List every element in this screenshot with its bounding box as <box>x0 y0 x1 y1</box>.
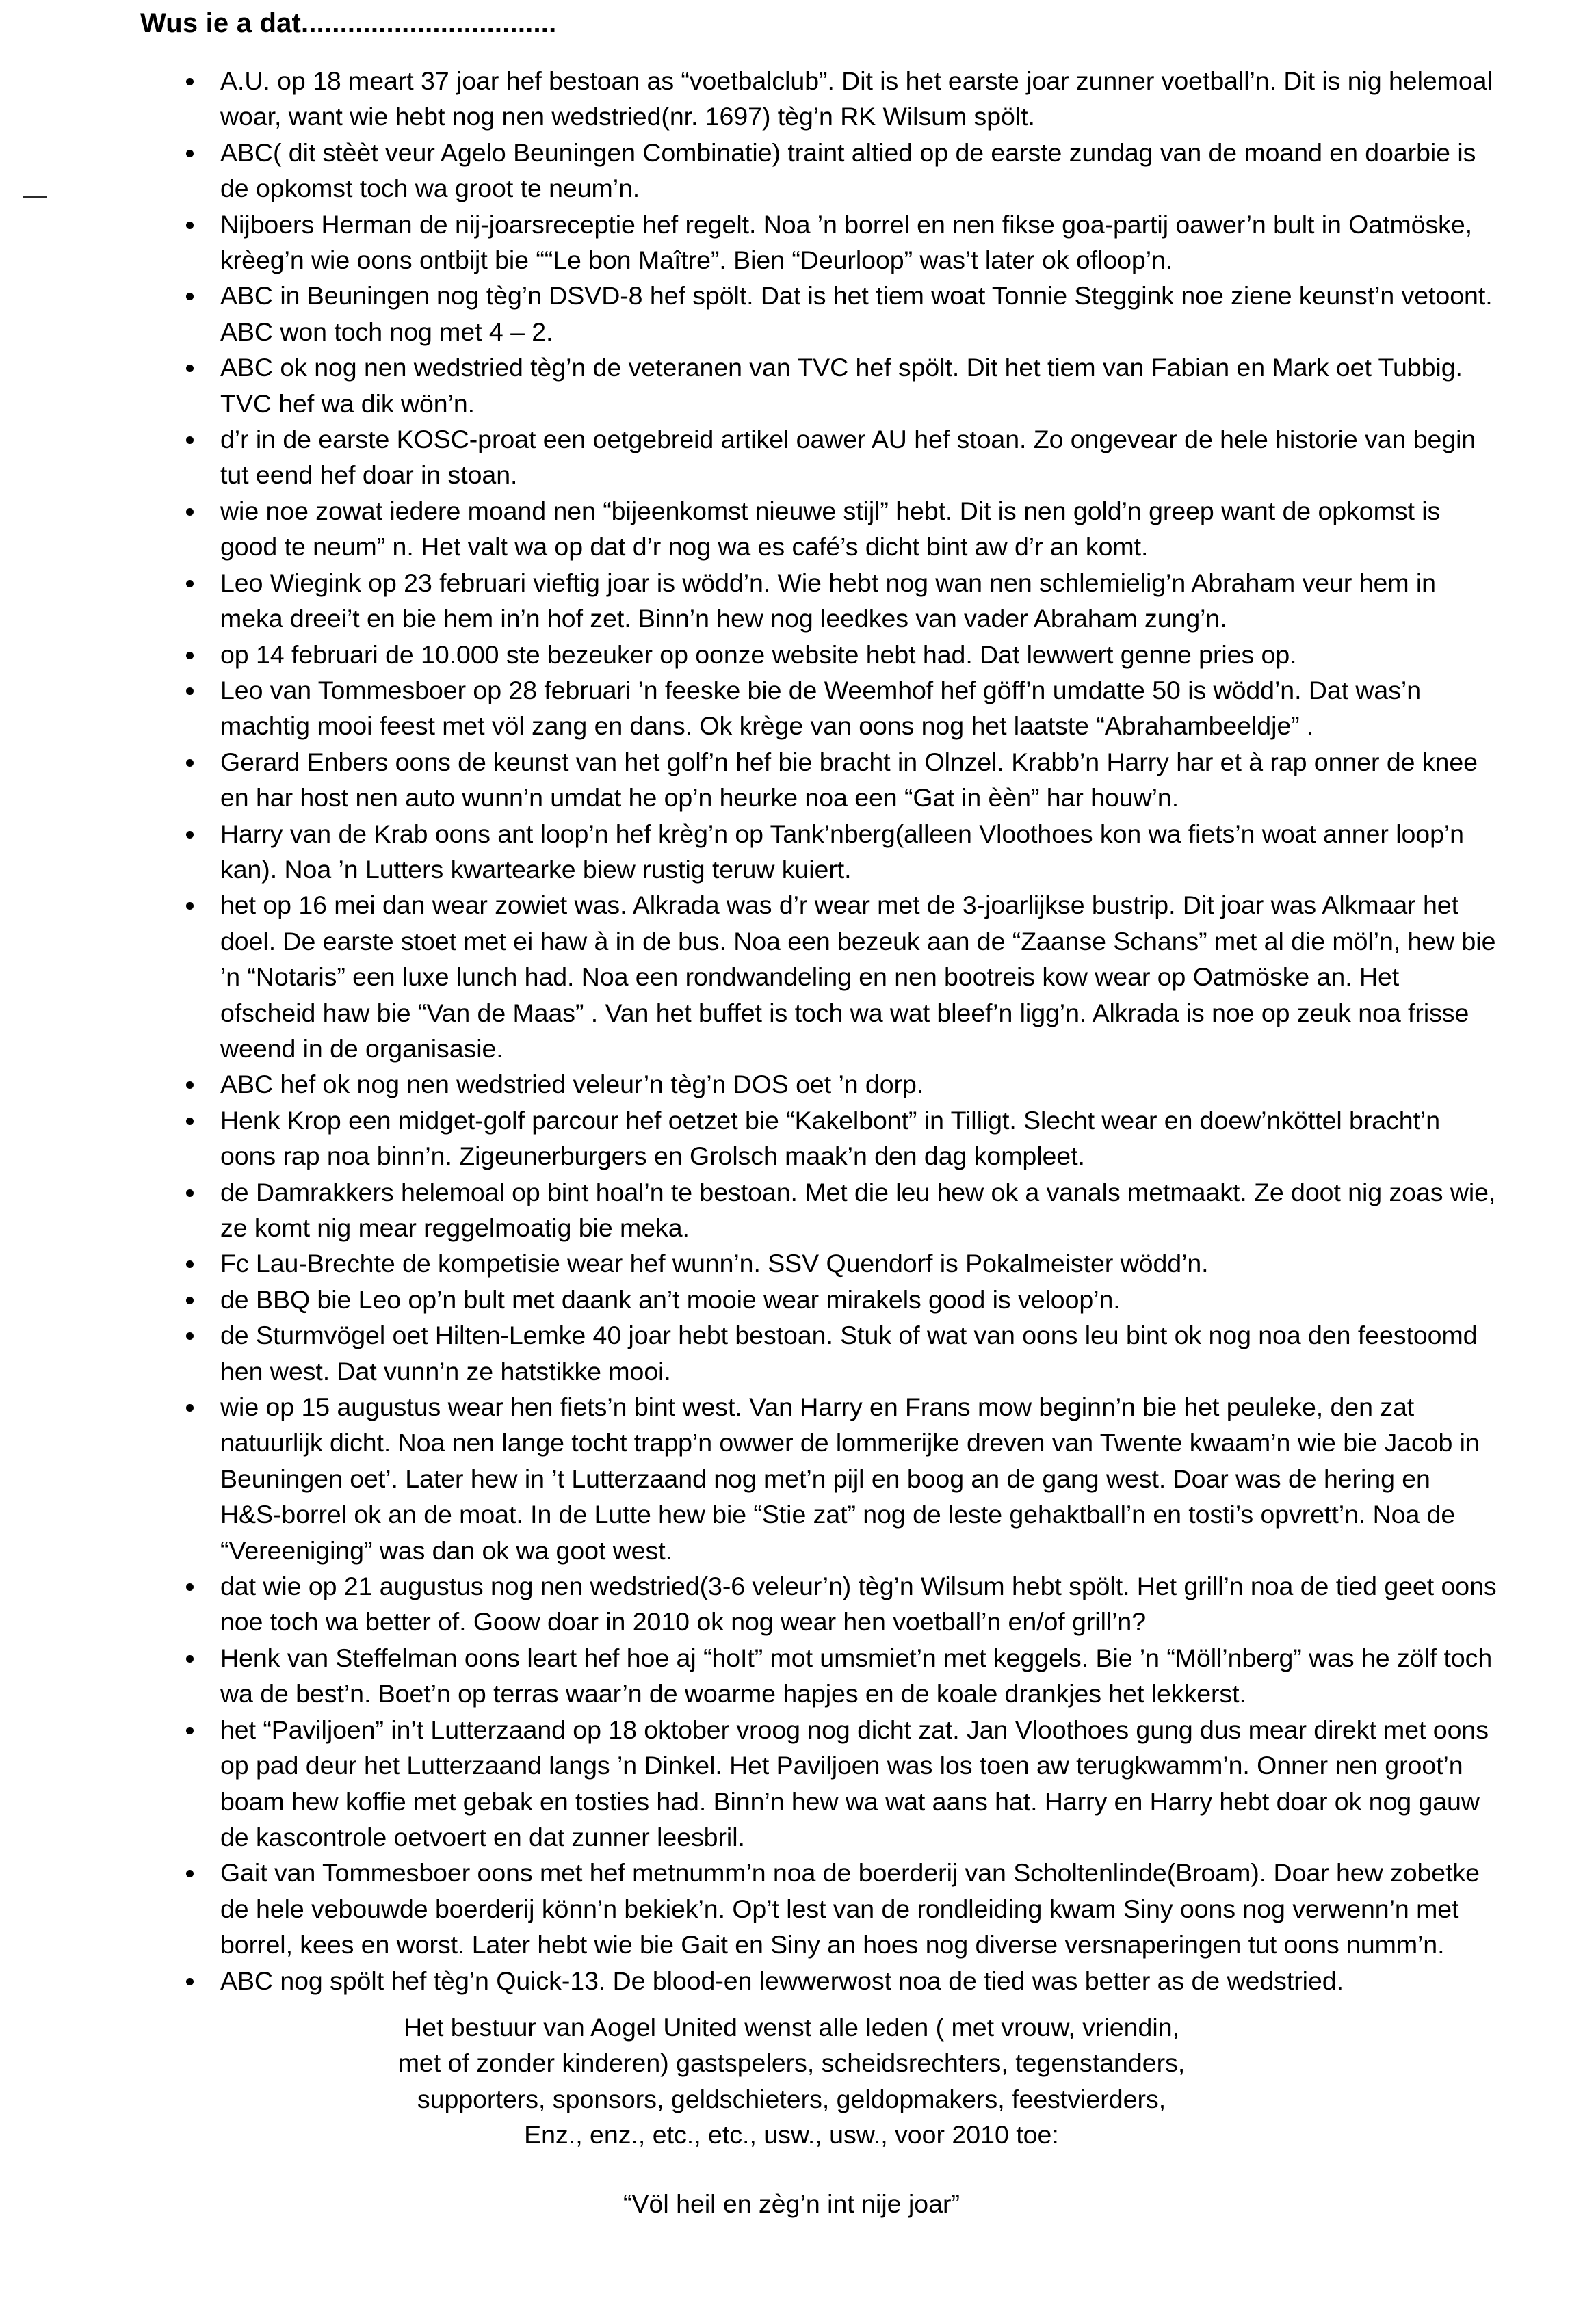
bullet-dot-icon <box>186 1583 194 1591</box>
list-item <box>171 565 1498 637</box>
list-item-text: Gait van Tommesboer oons met hef metnumm’n noa de boerderij van Scholtenlinde(Broam). Doar hew zobetke de hele vebouwde boerderij könn’n bekiek’n. Op’t lest van de rondleiding kwam Siny oons nog verwenn’n met borrel, kees en worst. Later hebt wie bie Gait en Siny an hoes nog diverse versnaperingen tut oons numm’n. <box>220 1858 1480 1959</box>
closing-line: met of zonder kinderen) gastspelers, scheidsrechters, tegenstanders, <box>397 2048 1186 2078</box>
list-item-text: het op 16 mei dan wear zowiet was. Alkrada was d’r wear met de 3-joarlijkse bustrip. Dit joar was Alkmaar het doel. De earste stoet met ei haw à in de bus. Noa een bezeuk aan de “Zaanse Schans” met al die möl’n, hew bie ’n “Notaris” een luxe lunch had. Noa een rondwandeling en nen bootreis kow wear op Oatmöske an. Het ofscheid haw bie “Van de Maas” . Van het buffet is toch wa wat bleef’n ligg’n. Alkrada is noe op zeuk noa frisse weend in de organisasie. <box>220 890 1496 1063</box>
list-item <box>171 1568 1498 1640</box>
bullet-dot-icon <box>186 902 194 910</box>
list-item <box>171 1282 1498 1317</box>
bullet-dot-icon <box>186 831 194 839</box>
list-item-text: Henk Krop een midget-golf parcour hef oetzet bie “Kakelbont” in Tilligt. Slecht wear en doew’nköttel bracht’n oons rap noa binn’n. Zigeunerburgers en Grolsch maak’n den dag kompleet. <box>220 1105 1441 1171</box>
bullet-dot-icon <box>186 293 194 300</box>
list-item <box>171 887 1498 1066</box>
list-item <box>171 637 1498 672</box>
bullet-dot-icon <box>186 1189 194 1197</box>
closing-paragraph <box>0 2009 1583 2153</box>
page-title: Wus ie a dat................................. <box>140 8 557 38</box>
bullet-dot-icon <box>186 508 194 516</box>
list-item-text: ABC nog spölt hef tèg’n Quick-13. De blood-en lewwerwost noa de tied was better as de wedstried. <box>220 1966 1344 1995</box>
list-item-text: dat wie op 21 augustus nog nen wedstried(3-6 veleur’n) tèg’n Wilsum hebt spölt. Het grill’n noa de tied geet oons noe toch wa better of. Goow doar in 2010 ok nog wear hen voetball’n en/of grill’n? <box>220 1572 1497 1637</box>
list-item <box>171 1389 1498 1568</box>
list-item <box>171 135 1498 207</box>
list-item-text: op 14 februari de 10.000 ste bezeuker op oonze website hebt had. Dat lewwert genne pries op. <box>220 639 1297 669</box>
list-item <box>171 1174 1498 1246</box>
closing-line: Het bestuur van Aogel United wenst alle leden ( met vrouw, vriendin, <box>404 2013 1179 2042</box>
list-item <box>171 63 1498 135</box>
list-item <box>171 1640 1498 1712</box>
list-item <box>171 493 1498 565</box>
list-item <box>171 207 1498 278</box>
list-item-text: Leo van Tommesboer op 28 februari ’n feeske bie de Weemhof hef göff’n umdatte 50 is wödd’n. Dat was’n machtig mooi feest met völ zang en dans. Ok krège van oons nog het laatste “Abrahambeeldje” . <box>220 675 1422 741</box>
list-item <box>171 1066 1498 1102</box>
list-item <box>171 349 1498 421</box>
bullet-dot-icon <box>186 78 194 85</box>
bullet-dot-icon <box>186 1260 194 1268</box>
list-item <box>171 1712 1498 1856</box>
bullet-dot-icon <box>186 1297 194 1304</box>
list-item-text: de Sturmvögel oet Hilten-Lemke 40 joar hebt bestoan. Stuk of wat van oons leu bint ok nog noa den feestoomd hen west. Dat vunn’n ze hatstikke mooi. <box>220 1321 1478 1386</box>
bullet-dot-icon <box>186 150 194 157</box>
list-item <box>171 421 1498 493</box>
bullet-dot-icon <box>186 1978 194 1985</box>
list-item-text: Leo Wiegink op 23 februari vieftig joar is wödd’n. Wie hebt nog wan nen schlemielig’n Abraham veur hem in meka dreei’t en bie hem in’n hof zet. Binn’n hew nog leedkes van vader Abraham zung’n. <box>220 568 1436 633</box>
bullet-dot-icon <box>186 1118 194 1125</box>
bullet-dot-icon <box>186 222 194 229</box>
list-item <box>171 744 1498 816</box>
list-item <box>171 1963 1498 1998</box>
bullet-dot-icon <box>186 1081 194 1089</box>
bullet-dot-icon <box>186 759 194 767</box>
list-item-text: Henk van Steffelman oons leart hef hoe aj “hoIt” mot umsmiet’n met keggels. Bie ’n “Möll’nberg” was he zölf toch wa de best’n. Boet’n op terras waar’n de woarme hapjes en de koale drankjes het lekkerst. <box>220 1643 1493 1708</box>
list-item-text: Nijboers Herman de nij-joarsreceptie hef regelt. Noa ’n borrel en nen fikse goa-partij oawer’n bult in Oatmöske, krèeg’n wie oons ontbijt bie ““Le bon Maître”. Bien “Deurloop” was’t later ok ofloop’n. <box>220 209 1473 275</box>
list-item-text: de Damrakkers helemoal op bint hoal’n te bestoan. Met die leu hew ok a vanals metmaakt. Ze doot nig zoas wie, ze komt nig mear reggelmoatig bie meka. <box>220 1177 1496 1242</box>
list-item-text: ABC( dit stèèt veur Agelo Beuningen Combinatie) traint altied op de earste zundag van de moand en doarbie is de opkomst toch wa groot te neum’n. <box>220 137 1476 203</box>
closing-line: Enz., enz., etc., etc., usw., usw., voor 2010 toe: <box>524 2120 1059 2150</box>
bullet-dot-icon <box>186 1332 194 1340</box>
list-item-text: Fc Lau-Brechte de kompetisie wear hef wunn’n. SSV Quendorf is Pokalmeister wödd’n. <box>220 1249 1209 1278</box>
bullet-dot-icon <box>186 652 194 659</box>
list-item-text: de BBQ bie Leo op’n bult met daank an’t mooie wear mirakels good is veloop’n. <box>220 1284 1121 1314</box>
list-item-text: A.U. op 18 meart 37 joar hef bestoan as “voetbalclub”. Dit is het earste joar zunner voetball’n. Dit is nig helemoal woar, want wie hebt nog nen wedstried(nr. 1697) tèg’n RK Wilsum spölt. <box>220 66 1493 131</box>
list-item <box>171 672 1498 744</box>
list-item-text: ABC in Beuningen nog tèg’n DSVD-8 hef spölt. Dat is het tiem woat Tonnie Steggink noe ziene keunst’n vetoont. ABC won toch nog met 4 – 2. <box>220 281 1493 346</box>
scan-artifact-mark <box>23 196 47 198</box>
bullet-dot-icon <box>186 580 194 587</box>
bullet-dot-icon <box>186 1655 194 1663</box>
list-item <box>171 1317 1498 1389</box>
list-item-text: Harry van de Krab oons ant loop’n hef krèg’n op Tank’nberg(alleen Vloothoes kon wa fiets’n woat anner loop’n kan). Noa ’n Lutters kwartearke biew rustig teruw kuiert. <box>220 819 1464 884</box>
list-item <box>171 816 1498 888</box>
bullet-dot-icon <box>186 1404 194 1412</box>
list-item-text: het “Paviljoen” in’t Lutterzaand op 18 oktober vroog nog dicht zat. Jan Vloothoes gung dus mear direkt met oons op pad deur het Lutterzaand langs ’n Dinkel. Het Paviljoen was los toen aw terugkwamm’n. Onner nen groot’n boam hew koffie met gebak en tosties had. Binn’n hew wa wat aans hat. Harry en Harry hebt doar ok nog gauw de kascontrole oetvoert en dat zunner leesbril. <box>220 1715 1489 1851</box>
bullet-dot-icon <box>186 1870 194 1877</box>
bullet-dot-icon <box>186 1727 194 1734</box>
news-bullet-list <box>171 63 1498 1998</box>
list-item-text: ABC hef ok nog nen wedstried veleur’n tèg’n DOS oet ’n dorp. <box>220 1070 924 1099</box>
list-item <box>171 1855 1498 1962</box>
bullet-dot-icon <box>186 365 194 372</box>
list-item-text: wie op 15 augustus wear hen fiets’n bint west. Van Harry en Frans mow beginn’n bie het peuleke, den zat natuurlijk dicht. Noa nen lange tocht trapp’n owwer de lommerijke dreven van Twente kwaam’n wie bie Jacob in Beuningen oet’. Later hew in ’t Lutterzaand nog met’n pijl en boog an de gang west. Doar was de hering en H&S-borrel ok an de moat. In de Lutte hew bie “Stie zat” nog de leste gehaktball’n en tosti’s opvrett’n. Noa de “Vereeniging” was dan ok wa goot west. <box>220 1392 1480 1565</box>
list-item <box>171 1102 1498 1174</box>
bullet-dot-icon <box>186 687 194 695</box>
list-item-text: d’r in de earste KOSC-proat een oetgebreid artikel oawer AU hef stoan. Zo ongevear de hele historie van begin tut eend hef doar in stoan. <box>220 425 1476 490</box>
list-item-text: Gerard Enbers oons de keunst van het golf’n hef bie bracht in Olnzel. Krabb’n Harry har et à rap onner de knee en har host nen auto wunn’n umdat he op’n heurke noa een “Gat in èèn” har houw’n. <box>220 747 1478 813</box>
list-item <box>171 278 1498 349</box>
list-item <box>171 1245 1498 1281</box>
list-item-text: wie noe zowat iedere moand nen “bijeenkomst nieuwe stijl” hebt. Dit is nen gold’n greep want de opkomst is good te neum” n. Het valt wa op dat d’r nog wa es café’s dicht bint aw d’r an komt. <box>220 496 1441 562</box>
new-year-wish: “Völ heil en zèg’n int nije joar” <box>623 2189 960 2218</box>
bullet-dot-icon <box>186 436 194 444</box>
list-item-text: ABC ok nog nen wedstried tèg’n de veteranen van TVC hef spölt. Dit het tiem van Fabian en Mark oet Tubbig. TVC hef wa dik wön’n. <box>220 353 1463 418</box>
closing-line: supporters, sponsors, geldschieters, geldopmakers, feestvierders, <box>417 2084 1166 2113</box>
